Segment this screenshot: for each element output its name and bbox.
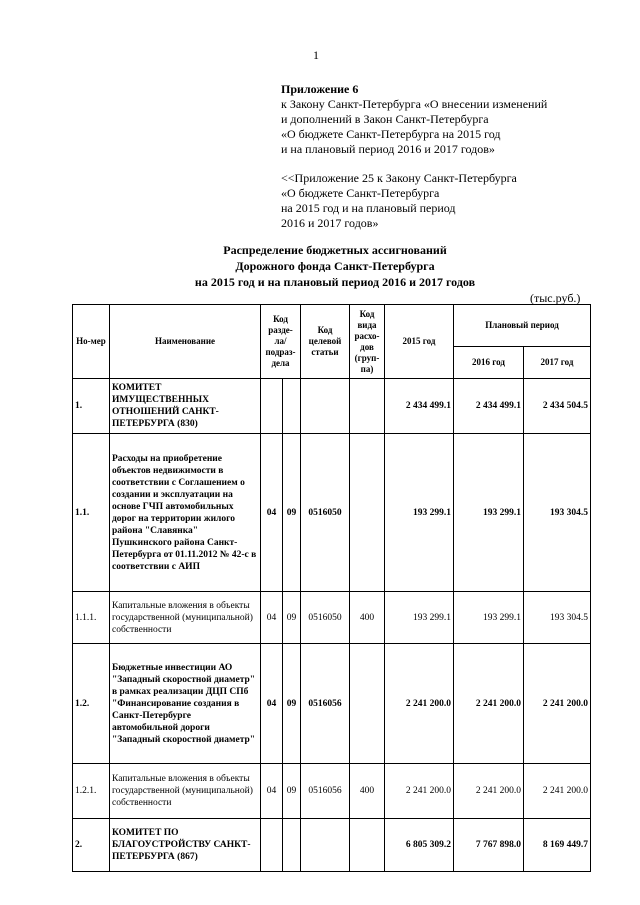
table-row <box>73 592 591 644</box>
row-2015: 2 241 200.0 <box>385 644 454 764</box>
title-line: на 2015 год и на плановый период 2016 и 2017 годов <box>194 275 476 289</box>
row-name: Капитальные вложения в объекты государственной (муниципальной) собственности <box>110 764 261 819</box>
row-2017: 8 169 449.7 <box>524 819 591 872</box>
table-row <box>73 819 591 872</box>
table-row <box>73 644 591 764</box>
appendix-title: Приложение 6 <box>281 82 359 96</box>
appendix-line: <<Приложение 25 к Закону Санкт-Петербурга <box>281 171 517 185</box>
appendix-line: «О бюджете Санкт-Петербурга <box>281 186 440 200</box>
row-subsection: 09 <box>283 434 301 592</box>
row-target: 0516050 <box>301 592 350 644</box>
title-line: Дорожного фонда Санкт-Петербурга <box>235 259 435 273</box>
row-section <box>261 379 283 434</box>
row-2015: 193 299.1 <box>385 592 454 644</box>
header-section-code: Код разде-ла/ подраз-дела <box>261 305 301 379</box>
table-row <box>73 379 591 434</box>
row-section: 04 <box>261 592 283 644</box>
row-2016: 193 299.1 <box>454 434 524 592</box>
row-section: 04 <box>261 434 283 592</box>
row-number: 1.1.1. <box>73 592 110 644</box>
appendix-header <box>281 82 547 231</box>
row-2015: 193 299.1 <box>385 434 454 592</box>
units-label: (тыс.руб.) <box>530 291 581 305</box>
row-name: Капитальные вложения в объекты государственной (муниципальной) собственности <box>110 592 261 644</box>
appendix-line: и на плановый период 2016 и 2017 годов» <box>281 142 495 156</box>
appendix-line: на 2015 год и на плановый период <box>281 201 456 215</box>
row-2015: 2 241 200.0 <box>385 764 454 819</box>
appendix-line: 2016 и 2017 годов» <box>281 216 379 230</box>
title-line: Распределение бюджетных ассигнований <box>223 243 447 257</box>
row-target: 0516050 <box>301 434 350 592</box>
appendix-line: «О бюджете Санкт-Петербурга на 2015 год <box>281 127 501 141</box>
header-target-code: Код целевой статьи <box>301 305 350 379</box>
row-2017: 193 304.5 <box>524 434 591 592</box>
row-name: КОМИТЕТ ПО БЛАГОУСТРОЙСТВУ САНКТ-ПЕТЕРБУРГА (867) <box>110 819 261 872</box>
row-expense <box>350 379 385 434</box>
row-number: 1. <box>73 379 110 434</box>
row-name: Расходы на приобретение объектов недвижимости в соответствии с Соглашением о создании и эксплуатации на основе ГЧП автомобильных дорог на территории жилого района "Славянка" Пушкинского района Санкт-Петербурга от 01.11.2012 № 42-с в соответствии с АИП <box>110 434 261 592</box>
row-2017: 2 241 200.0 <box>524 764 591 819</box>
header-planned-period: Плановый период <box>454 305 591 347</box>
row-subsection: 09 <box>283 592 301 644</box>
row-subsection: 09 <box>283 764 301 819</box>
header-number: Но-мер <box>73 305 110 379</box>
row-number: 1.2.1. <box>73 764 110 819</box>
row-number: 1.2. <box>73 644 110 764</box>
appendix-line: к Закону Санкт-Петербурга «О внесении изменений <box>281 97 548 111</box>
budget-table <box>72 304 591 872</box>
page-number: 1 <box>313 48 319 62</box>
table-row <box>73 434 591 592</box>
row-expense: 400 <box>350 764 385 819</box>
row-subsection: 09 <box>283 644 301 764</box>
row-number: 1.1. <box>73 434 110 592</box>
row-name: Бюджетные инвестиции АО "Западный скоростной диаметр" в рамках реализации ДЦП СПб "Финансирование создания в Санкт-Петербурге автомобильной дороги "Западный скоростной диаметр" <box>110 644 261 764</box>
row-target: 0516056 <box>301 764 350 819</box>
row-target <box>301 819 350 872</box>
row-2016: 2 241 200.0 <box>454 764 524 819</box>
row-2017: 193 304.5 <box>524 592 591 644</box>
row-2016: 7 767 898.0 <box>454 819 524 872</box>
row-2015: 6 805 309.2 <box>385 819 454 872</box>
row-expense: 400 <box>350 592 385 644</box>
document-title <box>140 242 530 290</box>
row-2015: 2 434 499.1 <box>385 379 454 434</box>
row-subsection <box>283 819 301 872</box>
row-2016: 193 299.1 <box>454 592 524 644</box>
row-target: 0516056 <box>301 644 350 764</box>
row-number: 2. <box>73 819 110 872</box>
row-target <box>301 379 350 434</box>
row-expense <box>350 819 385 872</box>
header-2015: 2015 год <box>385 305 454 379</box>
header-2017: 2017 год <box>524 347 591 379</box>
row-section: 04 <box>261 764 283 819</box>
row-2017: 2 241 200.0 <box>524 644 591 764</box>
appendix-line: и дополнений в Закон Санкт-Петербурга <box>281 112 489 126</box>
row-section: 04 <box>261 644 283 764</box>
row-subsection <box>283 379 301 434</box>
row-expense <box>350 644 385 764</box>
row-2016: 2 434 499.1 <box>454 379 524 434</box>
row-expense <box>350 434 385 592</box>
header-row <box>73 305 591 347</box>
table-row <box>73 764 591 819</box>
header-expense-code: Код вида расхо-дов (груп-па) <box>350 305 385 379</box>
header-2016: 2016 год <box>454 347 524 379</box>
row-name: КОМИТЕТ ИМУЩЕСТВЕННЫХ ОТНОШЕНИЙ САНКТ-ПЕТЕРБУРГА (830) <box>110 379 261 434</box>
row-2016: 2 241 200.0 <box>454 644 524 764</box>
header-name: Наименование <box>110 305 261 379</box>
row-section <box>261 819 283 872</box>
row-2017: 2 434 504.5 <box>524 379 591 434</box>
